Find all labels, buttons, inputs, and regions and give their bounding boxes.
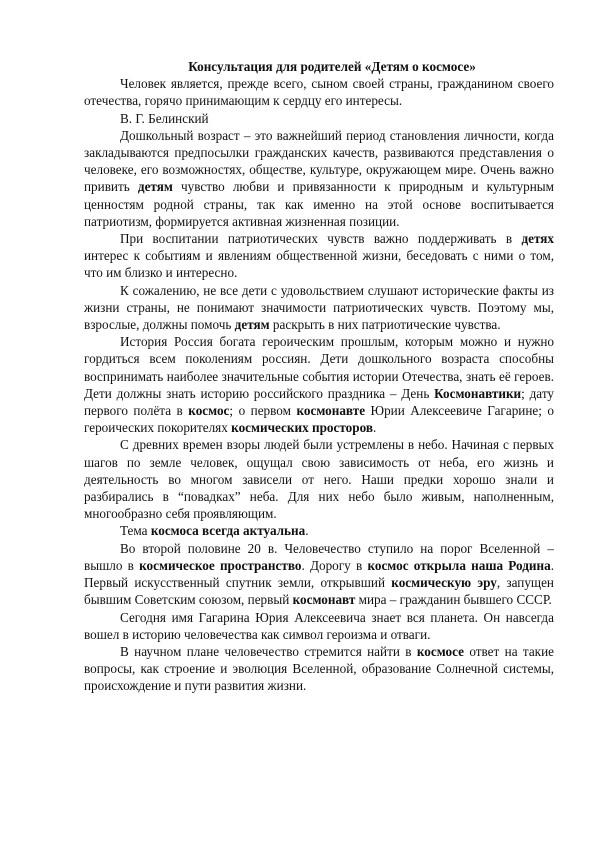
bold-text: космонавт: [292, 592, 356, 608]
text-run: В. Г. Белинский: [120, 110, 209, 126]
text-run: чувство любви и привязанности к природным и культурным ценностям родной страны, так как именно на этой основе воспитывается патриотизм, формируется активная жизненная позиции.: [84, 179, 554, 229]
bold-text: космосе: [416, 643, 464, 659]
text-run: . Первый искусственный спутник земли, открывший: [84, 557, 554, 591]
bold-text: космос открыла наша Родина: [367, 557, 551, 573]
text-run: Тема: [120, 523, 151, 539]
paragraph: [84, 540, 554, 609]
bold-text: космическую эру: [391, 575, 497, 591]
paragraph: [84, 110, 554, 127]
text-run: интерес к событиям и явлениям общественной жизни, беседовать с ними о том, что им близко и интересно.: [84, 248, 554, 281]
text-run: С древних времен взоры людей были устремлены в небо. Начиная с первых шагов по земле человек, ощущал свою зависимость от неба, его жизнь и деятельность во многом зависели от него. Наши предки хорошо знали и разбирались в “повадках” неба. Для них небо было живым, наполненным, многообразно себя проявляющим.: [84, 437, 554, 522]
text-run: ; о первом: [229, 403, 297, 419]
paragraph: [84, 282, 554, 334]
bold-text: космических просторов: [231, 420, 373, 436]
paragraph: [84, 522, 554, 539]
document-title: Консультация для родителей «Детям о космосе»: [188, 59, 476, 74]
text-run: .: [305, 523, 309, 539]
bold-text: детям: [234, 317, 270, 333]
text-run: мира – гражданин бывшего СССР.: [355, 592, 552, 608]
text-run: История Россия богата героическим прошлым, которым можно и нужно гордиться всем поколениям россиян. Дети дошкольного возраста способны воспринимать наиболее значительные события истории Отечества, знать её героев. Дети должны знать историю российского праздника – День: [84, 334, 554, 401]
paragraph: [84, 333, 554, 436]
bold-text: детях: [521, 231, 554, 247]
paragraph: [84, 609, 554, 643]
text-run: .: [373, 420, 377, 436]
text-run: раскрыть в них патриотические чувства.: [269, 317, 501, 333]
text-run: Сегодня имя Гагарина Юрия Алексеевича знает вся планета. Он навсегда вошел в историю человечества как символ героизма и отваги.: [84, 609, 554, 642]
bold-text: Космонавтики: [434, 385, 522, 401]
bold-text: космическое пространство: [139, 557, 302, 573]
document-body: [84, 58, 554, 695]
text-run: ; дату первого полёта в: [84, 385, 554, 419]
text-run: К сожалению, не все дети с удовольствием слушают исторические факты из жизни страны, не понимают значимости патриотических чувств. Поэтому мы, взрослые, должны помочь: [84, 282, 554, 333]
text-run: ответ на такие вопросы, как строение и эволюция Вселенной, образование Солнечной системы, происхождение и пути развития жизни.: [84, 643, 554, 694]
paragraph: [84, 230, 554, 282]
text-run: . Дорогу в: [301, 557, 368, 573]
text-run: Дошкольный возраст – это важнейший период становления личности, когда закладываются предпосылки гражданских качеств, развиваются представления о человеке, его возможностях, обществе, культуре, окружающем мире. Очень важно привить: [84, 127, 554, 195]
text-run: Юрии Алексеевиче Гагарине; о героических покорителях: [84, 403, 554, 436]
bold-text: детям: [137, 179, 173, 195]
bold-text: космос: [188, 403, 230, 419]
bold-text: космонавте: [296, 403, 366, 419]
paragraph: [84, 75, 554, 109]
paragraph: [84, 436, 554, 522]
text-run: В научном плане человечество стремится найти в: [120, 643, 417, 659]
text-run: При воспитании патриотических чувств важно поддерживать в: [120, 231, 522, 247]
text-run: Во второй половине 20 в. Человечество ступило на порог Вселенной – вышло в: [84, 540, 554, 573]
bold-text: космоса всегда актуальна: [150, 523, 306, 539]
text-run: Человек является, прежде всего, сыном своей страны, гражданином своего отечества, горячо принимающим к сердцу его интересы.: [84, 76, 554, 109]
paragraph-list: [84, 75, 554, 694]
text-run: , запущен бывшим Советским союзом, первый: [84, 575, 554, 608]
paragraph: [84, 643, 554, 695]
paragraph: [84, 127, 554, 230]
